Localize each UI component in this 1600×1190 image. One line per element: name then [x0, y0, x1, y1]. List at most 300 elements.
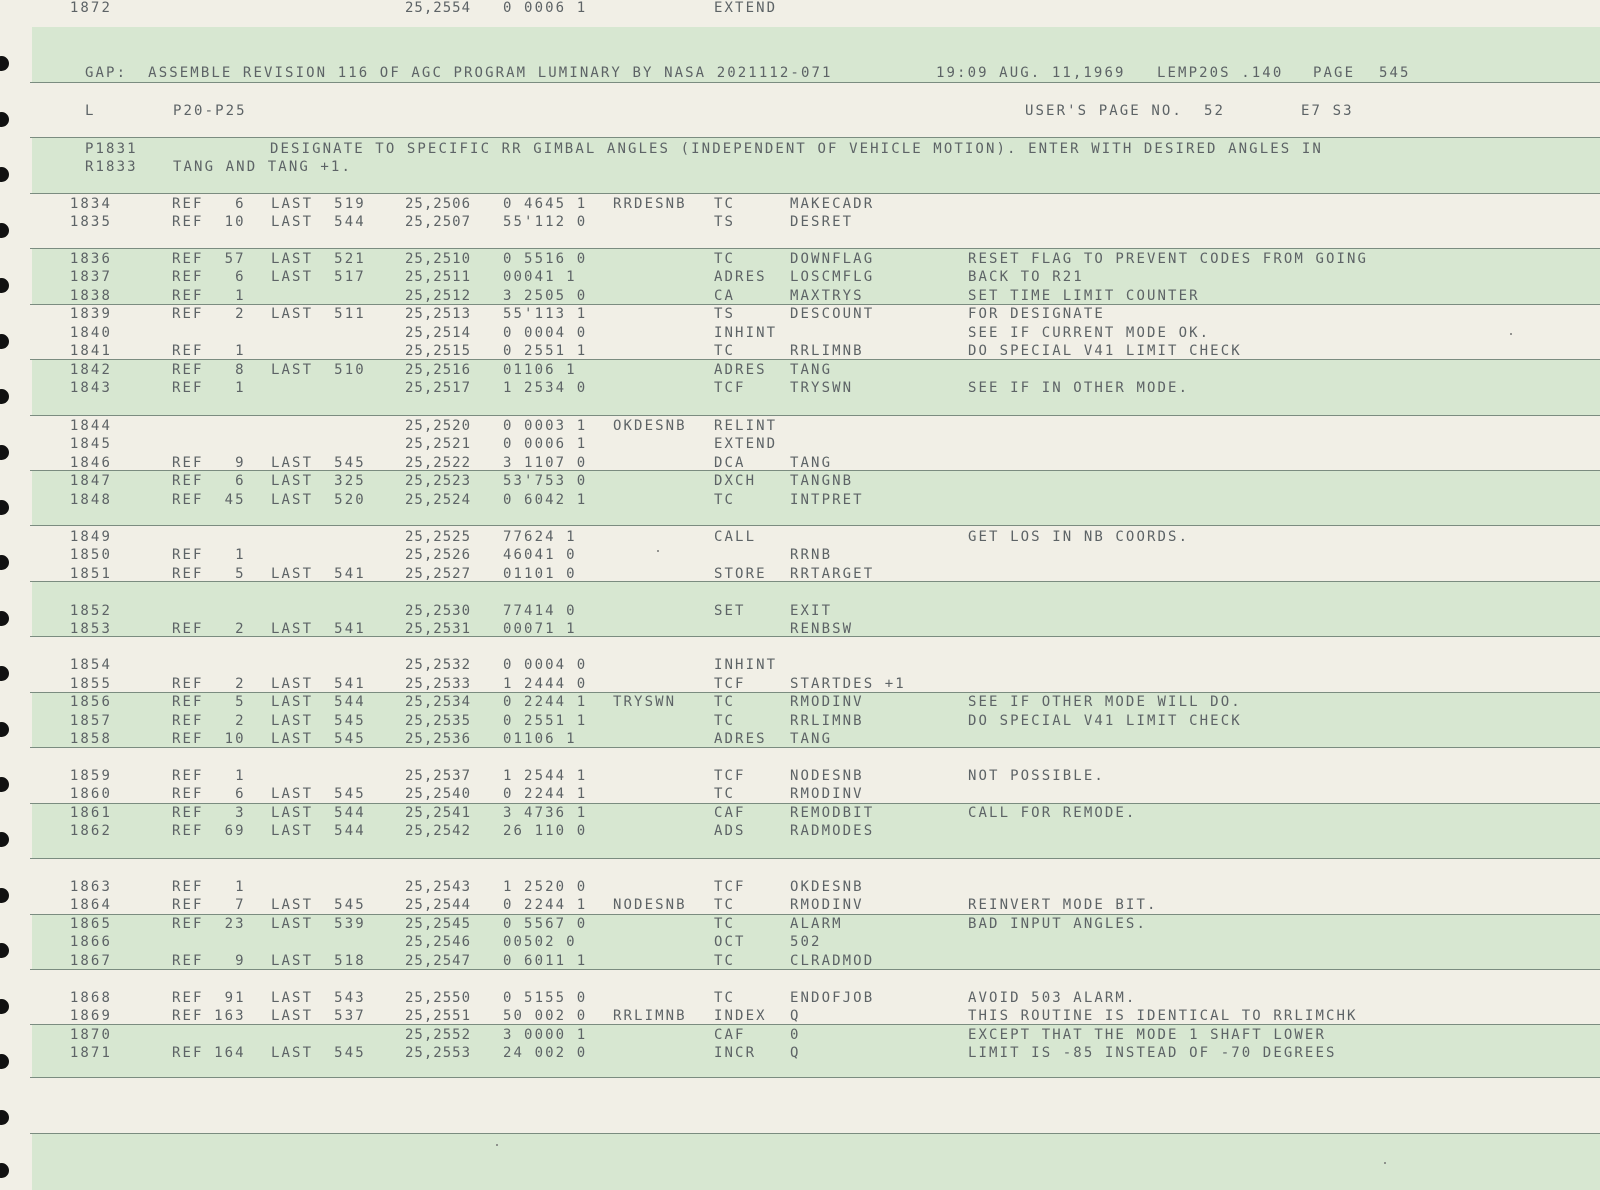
opcode: CA	[714, 288, 736, 304]
line-number: 1871	[69, 1045, 112, 1061]
opcode: DCA	[714, 455, 746, 471]
symbol-label: RRLIMNB	[613, 1008, 687, 1024]
operand: RMODINV	[790, 897, 864, 913]
line-number: 1865	[69, 916, 112, 932]
address: 25,2531	[405, 621, 472, 637]
octal-word: 0 2244 1	[503, 897, 588, 913]
line-number: 1853	[69, 621, 112, 637]
last-ref: LAST 519	[271, 196, 366, 212]
ref-count: REF 69	[172, 823, 246, 839]
binder-hole	[0, 888, 9, 903]
operand: RRLIMNB	[790, 713, 864, 729]
octal-word: 3 2505 0	[503, 288, 588, 304]
ref-count: REF 91	[172, 990, 246, 1006]
ref-count: REF 10	[172, 731, 246, 747]
operand: 502	[790, 934, 822, 950]
comment: RESET FLAG TO PREVENT CODES FROM GOING	[968, 251, 1369, 267]
address: 25,2536	[405, 731, 472, 747]
paper-speck	[1384, 1162, 1386, 1164]
line-number: 1855	[69, 676, 112, 692]
binder-hole	[0, 389, 9, 404]
users-page: USER'S PAGE NO. 52	[1025, 103, 1226, 119]
last-ref: LAST 545	[271, 1045, 366, 1061]
job-name: LEMP20S .140	[1157, 65, 1284, 81]
address: 25,2535	[405, 713, 472, 729]
operand: TANG	[790, 455, 833, 471]
opcode: TC	[714, 196, 736, 212]
address: 25,2542	[405, 823, 472, 839]
line-number: 1837	[69, 269, 112, 285]
address: 25,2547	[405, 953, 472, 969]
ref-count: REF 1	[172, 879, 246, 895]
operand: Q	[790, 1008, 801, 1024]
line-number: 1844	[69, 418, 112, 434]
line-number: 1854	[69, 657, 112, 673]
band-rule	[30, 137, 1600, 138]
opcode: ADRES	[714, 731, 767, 747]
operand: LOSCMFLG	[790, 269, 875, 285]
octal-word: 0 4645 1	[503, 196, 588, 212]
operand: TANG	[790, 362, 833, 378]
address: 25,2510	[405, 251, 472, 267]
band-rule	[30, 82, 1600, 83]
octal-word: 0 0003 1	[503, 418, 588, 434]
ref-count: REF 1	[172, 343, 246, 359]
binder-hole	[0, 999, 9, 1014]
line-number: 1861	[69, 805, 112, 821]
last-ref: LAST 541	[271, 566, 366, 582]
opcode: CAF	[714, 1027, 746, 1043]
binder-hole	[0, 223, 9, 238]
comment: AVOID 503 ALARM.	[968, 990, 1137, 1006]
binder-hole	[0, 56, 9, 71]
last-ref: LAST 517	[271, 269, 366, 285]
octal-word: 53'753 0	[503, 473, 588, 489]
line-number: 1839	[69, 306, 112, 322]
binder-hole	[0, 777, 9, 792]
operand: CLRADMOD	[790, 953, 875, 969]
band-rule	[30, 248, 1600, 249]
green-band	[32, 1133, 1600, 1190]
line-number: 1846	[69, 455, 112, 471]
comment: GET LOS IN NB COORDS.	[968, 529, 1190, 545]
address: 25,2525	[405, 529, 472, 545]
address: 25,2545	[405, 916, 472, 932]
line-number: 1870	[69, 1027, 112, 1043]
line-number: 1835	[69, 214, 112, 230]
line-number: 1862	[69, 823, 112, 839]
ref-count: REF 2	[172, 621, 246, 637]
last-ref: LAST 521	[271, 251, 366, 267]
octal-word: 3 0000 1	[503, 1027, 588, 1043]
binder-hole	[0, 832, 9, 847]
opcode: TC	[714, 492, 736, 508]
last-ref: LAST 511	[271, 306, 366, 322]
last-ref: LAST 541	[271, 676, 366, 692]
operand: NODESNB	[790, 768, 864, 784]
opcode: INHINT	[714, 657, 778, 673]
operand: MAKECADR	[790, 196, 875, 212]
octal-word: 26 110 0	[503, 823, 588, 839]
page-label: PAGE	[1313, 65, 1356, 81]
octal-word: 0 0004 0	[503, 325, 588, 341]
operand: TANGNB	[790, 473, 854, 489]
last-ref: LAST 545	[271, 713, 366, 729]
octal-word: 00041 1	[503, 269, 577, 285]
last-ref: LAST 544	[271, 214, 366, 230]
opcode: OCT	[714, 934, 746, 950]
comment: LIMIT IS -85 INSTEAD OF -70 DEGREES	[968, 1045, 1337, 1061]
symbol-label: OKDESNB	[613, 418, 687, 434]
paper-speck	[1510, 333, 1512, 335]
opcode: TCF	[714, 676, 746, 692]
ref-count: REF 8	[172, 362, 246, 378]
intro-text: DESIGNATE TO SPECIFIC RR GIMBAL ANGLES (INDEPENDENT OF VEHICLE MOTION). ENTER WITH DESIRED ANGLES IN	[270, 141, 1323, 157]
symbol-label: TRYSWN	[613, 694, 677, 710]
address: 25,2540	[405, 786, 472, 802]
ref-count: REF 2	[172, 306, 246, 322]
band-rule	[30, 1133, 1600, 1134]
operand: ALARM	[790, 916, 843, 932]
line-number: 1851	[69, 566, 112, 582]
band-rule	[30, 969, 1600, 970]
octal-word: 3 4736 1	[503, 805, 588, 821]
line-number: 1863	[69, 879, 112, 895]
last-ref: LAST 545	[271, 731, 366, 747]
section-letter: L	[85, 103, 96, 119]
band-rule	[30, 1024, 1600, 1025]
opcode: TS	[714, 214, 736, 230]
comment: CALL FOR REMODE.	[968, 805, 1137, 821]
operand: OKDESNB	[790, 879, 864, 895]
octal-word: 0 2551 1	[503, 343, 588, 359]
operand: RRTARGET	[790, 566, 875, 582]
line-number: 1867	[69, 953, 112, 969]
address: 25,2530	[405, 603, 472, 619]
address: 25,2544	[405, 897, 472, 913]
opcode: TC	[714, 916, 736, 932]
binder-hole	[0, 1110, 9, 1125]
octal-word: 0 5567 0	[503, 916, 588, 932]
operand: STARTDES +1	[790, 676, 906, 692]
address: 25,2550	[405, 990, 472, 1006]
octal-word: 0 5516 0	[503, 251, 588, 267]
opcode: TC	[714, 343, 736, 359]
ref-count: REF 6	[172, 786, 246, 802]
opcode: TC	[714, 713, 736, 729]
intro-text: TANG AND TANG +1.	[173, 159, 352, 175]
line-number: 1840	[69, 325, 112, 341]
address: 25,2517	[405, 380, 472, 396]
band-rule	[30, 914, 1600, 915]
last-ref: LAST 544	[271, 823, 366, 839]
operand: 0	[790, 1027, 801, 1043]
opcode: TCF	[714, 768, 746, 784]
address: 25,2524	[405, 492, 472, 508]
binder-hole	[0, 445, 9, 460]
last-ref: LAST 544	[271, 805, 366, 821]
octal-word: 1 2444 0	[503, 676, 588, 692]
band-rule	[30, 858, 1600, 859]
opcode: TC	[714, 251, 736, 267]
intro-line-number: R1833	[85, 159, 138, 175]
line-number: 1848	[69, 492, 112, 508]
last-ref: LAST 541	[271, 621, 366, 637]
ref-count: REF 1	[172, 288, 246, 304]
address: 25,2533	[405, 676, 472, 692]
address: 25,2515	[405, 343, 472, 359]
address: 25,2553	[405, 1045, 472, 1061]
ref-count: REF 7	[172, 897, 246, 913]
last-ref: LAST 537	[271, 1008, 366, 1024]
octal-word: 01106 1	[503, 362, 577, 378]
band-rule	[30, 1077, 1600, 1078]
comment: BACK TO R21	[968, 269, 1084, 285]
address: 25,2522	[405, 455, 472, 471]
last-ref: LAST 518	[271, 953, 366, 969]
comment: SEE IF OTHER MODE WILL DO.	[968, 694, 1242, 710]
comment: BAD INPUT ANGLES.	[968, 916, 1147, 932]
octal-word: 3 1107 0	[503, 455, 588, 471]
binder-hole	[0, 1163, 9, 1178]
octal-word: 01101 0	[503, 566, 577, 582]
ref-count: REF 6	[172, 196, 246, 212]
opcode: STORE	[714, 566, 767, 582]
operand: TANG	[790, 731, 833, 747]
opcode: TCF	[714, 380, 746, 396]
ref-count: REF 5	[172, 566, 246, 582]
opcode: TC	[714, 897, 736, 913]
ref-count: REF 1	[172, 547, 246, 563]
octal-word: 0 0006 1	[503, 436, 588, 452]
line-number: 1866	[69, 934, 112, 950]
octal-word: 00502 0	[503, 934, 577, 950]
line-number: 1857	[69, 713, 112, 729]
opcode: TC	[714, 786, 736, 802]
listing-code: E7 S3	[1301, 103, 1354, 119]
operand: RENBSW	[790, 621, 854, 637]
address: 25,2534	[405, 694, 472, 710]
comment: THIS ROUTINE IS IDENTICAL TO RRLIMCHK	[968, 1008, 1358, 1024]
band-rule	[30, 525, 1600, 526]
octal-word: 55'112 0	[503, 214, 588, 230]
ref-count: REF 45	[172, 492, 246, 508]
octal-word: 1 2534 0	[503, 380, 588, 396]
binder-hole	[0, 555, 9, 570]
binder-hole	[0, 334, 9, 349]
address: 25,2551	[405, 1008, 472, 1024]
binder-hole	[0, 278, 9, 293]
operand: RMODINV	[790, 694, 864, 710]
last-ref: LAST 545	[271, 455, 366, 471]
line-number: 1869	[69, 1008, 112, 1024]
comment: EXCEPT THAT THE MODE 1 SHAFT LOWER	[968, 1027, 1326, 1043]
octal-word: 0 0006 1	[503, 0, 588, 16]
opcode: INDEX	[714, 1008, 767, 1024]
comment: SET TIME LIMIT COUNTER	[968, 288, 1200, 304]
comment: SEE IF CURRENT MODE OK.	[968, 325, 1211, 341]
comment: DO SPECIAL V41 LIMIT CHECK	[968, 343, 1242, 359]
binder-hole	[0, 167, 9, 182]
line-number: 1847	[69, 473, 112, 489]
opcode: INCR	[714, 1045, 757, 1061]
octal-word: 0 6011 1	[503, 953, 588, 969]
address: 25,2526	[405, 547, 472, 563]
address: 25,2541	[405, 805, 472, 821]
ref-count: REF 6	[172, 473, 246, 489]
band-rule	[30, 747, 1600, 748]
operand: TRYSWN	[790, 380, 854, 396]
opcode: CAF	[714, 805, 746, 821]
opcode: TS	[714, 306, 736, 322]
opcode: CALL	[714, 529, 757, 545]
opcode: ADS	[714, 823, 746, 839]
line-number: 1850	[69, 547, 112, 563]
opcode: TCF	[714, 879, 746, 895]
operand: INTPRET	[790, 492, 864, 508]
ref-count: REF 2	[172, 713, 246, 729]
page-number: 545	[1379, 65, 1411, 81]
ref-count: REF 9	[172, 953, 246, 969]
comment: REINVERT MODE BIT.	[968, 897, 1158, 913]
binder-hole	[0, 112, 9, 127]
operand: DESCOUNT	[790, 306, 875, 322]
octal-word: 0 6042 1	[503, 492, 588, 508]
paper-speck	[496, 1144, 498, 1146]
comment: DO SPECIAL V41 LIMIT CHECK	[968, 713, 1242, 729]
opcode: SET	[714, 603, 746, 619]
timestamp: 19:09 AUG. 11,1969	[936, 65, 1126, 81]
address: 25,2511	[405, 269, 472, 285]
line-number: 1834	[69, 196, 112, 212]
line-number: 1852	[69, 603, 112, 619]
operand: EXIT	[790, 603, 833, 619]
ref-count: REF 5	[172, 694, 246, 710]
ref-count: REF 164	[172, 1045, 246, 1061]
line-number: 1859	[69, 768, 112, 784]
octal-word: 77414 0	[503, 603, 577, 619]
intro-line-number: P1831	[85, 141, 138, 157]
ref-count: REF 57	[172, 251, 246, 267]
operand: DESRET	[790, 214, 854, 230]
address: 25,2521	[405, 436, 472, 452]
symbol-label: RRDESNB	[613, 196, 687, 212]
octal-word: 1 2520 0	[503, 879, 588, 895]
comment: FOR DESIGNATE	[968, 306, 1105, 322]
address: 25,2506	[405, 196, 472, 212]
operand: ENDOFJOB	[790, 990, 875, 1006]
opcode: RELINT	[714, 418, 778, 434]
octal-word: 24 002 0	[503, 1045, 588, 1061]
line-number: 1872	[69, 0, 112, 16]
ref-count: REF 2	[172, 676, 246, 692]
opcode: TC	[714, 990, 736, 1006]
line-number: 1849	[69, 529, 112, 545]
last-ref: LAST 510	[271, 362, 366, 378]
opcode: ADRES	[714, 362, 767, 378]
opcode: DXCH	[714, 473, 757, 489]
binder-hole	[0, 943, 9, 958]
octal-word: 0 2244 1	[503, 694, 588, 710]
line-number: 1836	[69, 251, 112, 267]
operand: MAXTRYS	[790, 288, 864, 304]
line-number: 1868	[69, 990, 112, 1006]
band-rule	[30, 803, 1600, 804]
line-number: 1843	[69, 380, 112, 396]
section-title: P20-P25	[173, 103, 247, 119]
opcode: TC	[714, 694, 736, 710]
opcode: INHINT	[714, 325, 778, 341]
address: 25,2543	[405, 879, 472, 895]
band-rule	[30, 193, 1600, 194]
last-ref: LAST 544	[271, 694, 366, 710]
address: 25,2513	[405, 306, 472, 322]
binder-hole	[0, 722, 9, 737]
address: 25,2516	[405, 362, 472, 378]
octal-word: 46041 0	[503, 547, 577, 563]
line-number: 1864	[69, 897, 112, 913]
operand: RADMODES	[790, 823, 875, 839]
address: 25,2507	[405, 214, 472, 230]
opcode: EXTEND	[714, 0, 778, 16]
last-ref: LAST 543	[271, 990, 366, 1006]
comment: NOT POSSIBLE.	[968, 768, 1105, 784]
last-ref: LAST 520	[271, 492, 366, 508]
octal-word: 77624 1	[503, 529, 577, 545]
address: 25,2520	[405, 418, 472, 434]
octal-word: 0 2244 1	[503, 786, 588, 802]
octal-word: 0 2551 1	[503, 713, 588, 729]
green-band	[32, 1024, 1600, 1077]
ref-count: REF 1	[172, 768, 246, 784]
octal-word: 1 2544 1	[503, 768, 588, 784]
operand: RRNB	[790, 547, 833, 563]
band-rule	[30, 304, 1600, 305]
address: 25,2523	[405, 473, 472, 489]
address: 25,2512	[405, 288, 472, 304]
address: 25,2527	[405, 566, 472, 582]
octal-word: 55'113 1	[503, 306, 588, 322]
line-number: 1842	[69, 362, 112, 378]
line-number: 1858	[69, 731, 112, 747]
line-number: 1856	[69, 694, 112, 710]
operand: RRLIMNB	[790, 343, 864, 359]
operand: Q	[790, 1045, 801, 1061]
ref-count: REF 1	[172, 380, 246, 396]
line-number: 1845	[69, 436, 112, 452]
octal-word: 00071 1	[503, 621, 577, 637]
binder-hole	[0, 500, 9, 515]
address: 25,2546	[405, 934, 472, 950]
binder-hole	[0, 666, 9, 681]
line-number: 1838	[69, 288, 112, 304]
address: 25,2552	[405, 1027, 472, 1043]
opcode: TC	[714, 953, 736, 969]
band-rule	[30, 359, 1600, 360]
operand: REMODBIT	[790, 805, 875, 821]
ref-count: REF 6	[172, 269, 246, 285]
octal-word: 50 002 0	[503, 1008, 588, 1024]
binder-hole	[0, 611, 9, 626]
ref-count: REF 23	[172, 916, 246, 932]
paper-speck	[657, 550, 659, 552]
line-number: 1860	[69, 786, 112, 802]
address: 25,2532	[405, 657, 472, 673]
ref-count: REF 163	[172, 1008, 246, 1024]
address: 25,2514	[405, 325, 472, 341]
opcode: EXTEND	[714, 436, 778, 452]
line-number: 1841	[69, 343, 112, 359]
